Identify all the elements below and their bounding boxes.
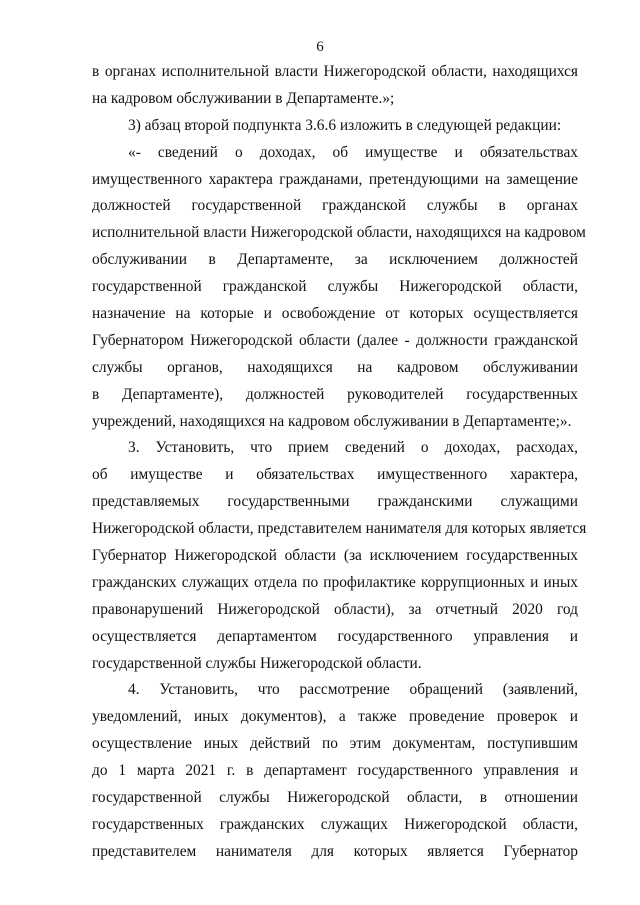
text-line: должностей государственной гражданской службы в органах (92, 197, 578, 215)
text-line: имущественного характера гражданами, претендующими на замещение (92, 170, 578, 188)
text-line: обслуживании в Департаменте, за исключением должностей (92, 251, 578, 269)
text-line: представителем нанимателя для которых является Губернатор (92, 842, 578, 860)
text-line: Губернатор Нижегородской области (за исключением государственных (92, 547, 578, 565)
text-line: до 1 марта 2021 г. в департамент государственного управления и (92, 762, 578, 780)
text-line: государственной гражданской службы Нижегородской области, (92, 278, 578, 296)
text-line: уведомлений, иных документов), а также проведение проверок и (92, 708, 578, 726)
text-line: гражданских служащих отдела по профилактике коррупционных и иных (92, 573, 578, 591)
text-line: 3) абзац второй подпункта 3.6.6 изложить в следующей редакции: (128, 116, 562, 134)
text-line: на кадровом обслуживании в Департаменте.»; (92, 89, 395, 107)
text-line: представляемых государственными гражданскими служащими (92, 493, 578, 511)
text-line: государственной службы Нижегородской области, в отношении (92, 789, 578, 807)
text-line: Нижегородской области, представителем нанимателя для которых является (92, 520, 587, 538)
text-line: правонарушений Нижегородской области), за отчетный 2020 год (92, 600, 578, 618)
text-line: исполнительной власти Нижегородской области, находящихся на кадровом (92, 224, 586, 242)
text-line: учреждений, находящихся на кадровом обслуживании в Департаменте;». (92, 412, 572, 430)
document-body (92, 59, 587, 866)
text-line: государственных гражданских служащих Нижегородской области, (92, 815, 578, 833)
text-line: службы органов, находящихся на кадровом обслуживании (92, 358, 578, 376)
text-line: 4. Установить, что рассмотрение обращений (заявлений, (128, 681, 578, 699)
text-line: в органах исполнительной власти Нижегородской области, находящихся (92, 63, 578, 80)
text-line: осуществление иных действий по этим документам, поступившим (92, 735, 578, 753)
text-line: осуществляется департаментом государственного управления и (92, 627, 578, 645)
text-line: 3. Установить, что прием сведений о доходах, расходах, (128, 439, 578, 457)
text-line: назначение на которые и освобождение от которых осуществляется (92, 305, 578, 323)
text-line: «- сведений о доходах, об имуществе и обязательствах (128, 143, 578, 161)
text-line: государственной службы Нижегородской области. (92, 654, 422, 672)
page-number: 6 (316, 39, 324, 55)
text-line: об имуществе и обязательствах имущественного характера, (92, 466, 578, 484)
text-line: в Департаменте), должностей руководителей государственных (92, 385, 578, 403)
text-line: Губернатором Нижегородской области (далее - должности гражданской (92, 331, 578, 349)
